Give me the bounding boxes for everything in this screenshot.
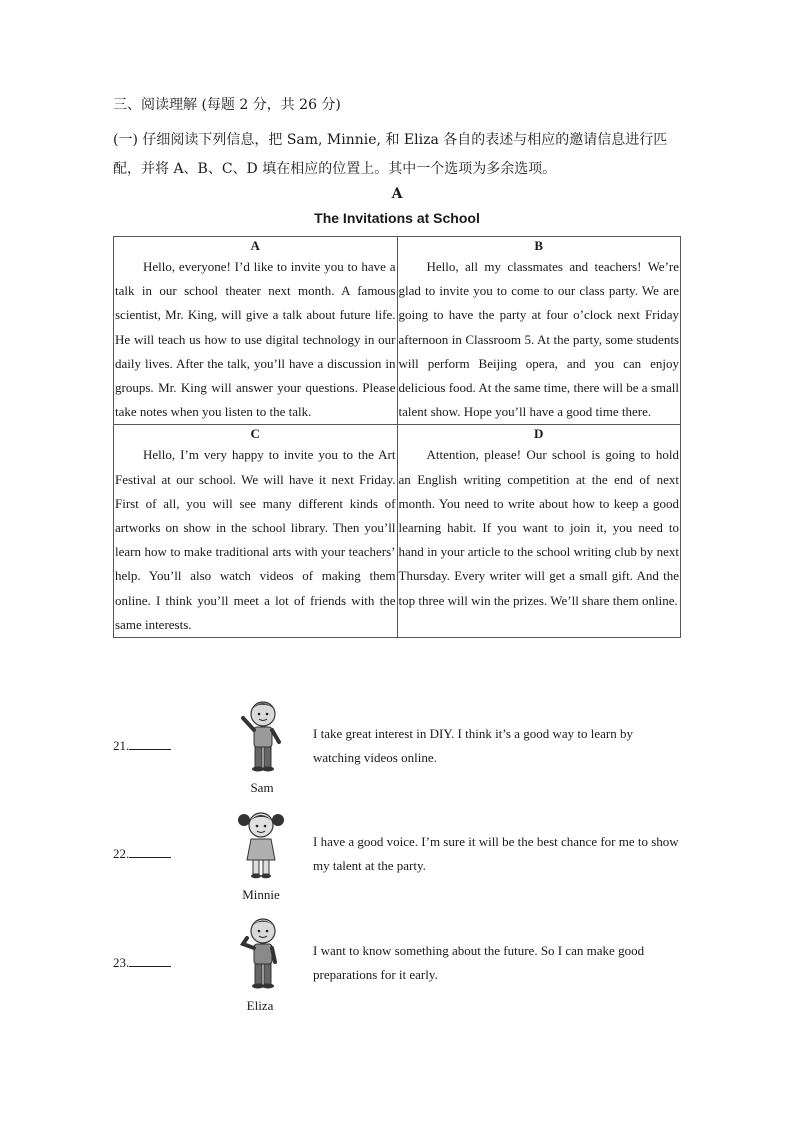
student-name: Sam: [250, 780, 274, 795]
invitation-label: D: [534, 426, 544, 442]
question-text: I take great interest in DIY. I think it’s a good way to learn by watching videos online.: [313, 726, 633, 765]
question-23: [113, 955, 171, 971]
invitation-label: B: [534, 238, 544, 253]
answer-blank[interactable]: [129, 738, 171, 750]
answer-blank[interactable]: [129, 846, 171, 858]
question-text: I want to know something about the future. So I can make good preparations for it early.: [313, 943, 645, 982]
invitation-cell-a: [114, 237, 398, 425]
answer-blank[interactable]: [129, 955, 171, 967]
boy-thinking-icon: [233, 914, 289, 994]
question-22: [113, 846, 171, 862]
invitation-text: Hello, I’m very happy to invite you to the Art Festival at our school. We will have it next Friday. First of all, you will see many different kinds of artworks on show in the school library. Then you’ll learn how to make traditional arts with your teachers’ help. You’ll also watch videos of making them online. I think you’ll meet a lot of friends with the same interests.: [115, 447, 396, 632]
invitation-label: A: [250, 238, 260, 253]
invitations-table: [113, 236, 681, 638]
section-title: 三、阅读理解 (每题 2 分，共 26 分): [113, 97, 341, 113]
question-number: 23.: [113, 955, 130, 970]
table-title: The Invitations at School: [314, 210, 480, 226]
part-letter: A: [391, 186, 403, 202]
invitation-text: Hello, everyone! I’d like to invite you to have a talk in our school theater next month. A famous scientist, Mr. King, will give a talk about future life. He will teach us how to use digital technology in our daily lives. After the talk, you’ll have a discussion in groups. Mr. King will answer your questions. Please take notes when you listen to the talk.: [115, 259, 396, 420]
girl-pigtails-icon: [233, 806, 289, 886]
boy-waving-icon: [235, 696, 291, 776]
invitation-cell-c: [114, 425, 398, 638]
invitation-cell-d: [397, 425, 681, 638]
student-name: Minnie: [242, 887, 280, 902]
invitation-cell-b: [397, 237, 681, 425]
question-text: I have a good voice. I’m sure it will be the best chance for me to show my talent at the party.: [313, 834, 679, 873]
question-21: [113, 738, 171, 754]
invitation-label: C: [250, 426, 260, 442]
student-name: Eliza: [246, 998, 274, 1013]
question-number: 22.: [113, 846, 130, 861]
question-number: 21.: [113, 738, 130, 753]
invitation-text: Attention, please! Our school is going to hold an English writing competition at the end of next month. You need to write about how to keep a good learning habit. If you want to join it, you need to hand in your article to the school writing club by next Thursday. Every writer will get a small gift. And the top three will win the prizes. We’ll share them online.: [398, 447, 679, 608]
invitation-text: Hello, all my classmates and teachers! We’re glad to invite you to come to our class party. We are going to have the party at four o’clock next Friday afternoon in Classroom 5. At the party, some students will perform Beijing opera, and you can enjoy delicious food. At the same time, there will be a small talent show. Hope you’ll have a good time there.: [398, 259, 679, 420]
section-instruction: (一) 仔细阅读下列信息，把 Sam, Minnie, 和 Eliza 各自的表述与相应的邀请信息进行匹配，并将 A、B、C、D 填在相应的位置上。其中一个选项为多余选项。: [113, 132, 668, 177]
